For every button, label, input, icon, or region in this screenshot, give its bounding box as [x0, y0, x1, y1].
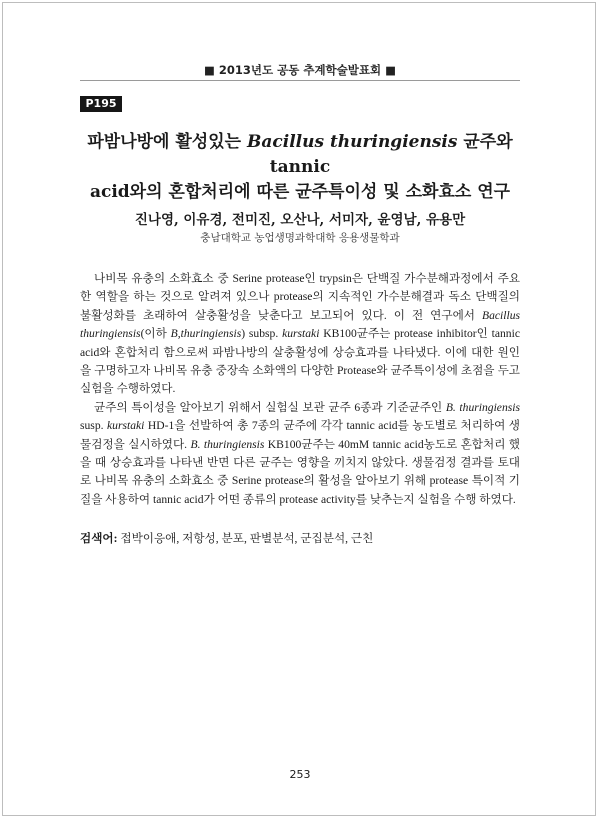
- abstract-paragraph-2: [80, 399, 520, 509]
- species-abbrev: B,thuringiensis: [170, 327, 242, 341]
- abstract-paragraph-1: [80, 270, 520, 399]
- affiliation: 충남대학교 농업생명과학대학 응용생물학과: [200, 232, 400, 244]
- species-name: Bacillus thuringiensis: [80, 308, 520, 341]
- text-run: 균주의 특이성을 알아보기 위해서 실험실 보관 균주 6종과 기준균주인: [94, 400, 446, 414]
- text-run: HD-1을 선발하여 총 7종의 균주에 각각 tannic acid를 농도별로 처리하여 생물검정을 실시하였다.: [80, 419, 521, 451]
- paper-title: [80, 130, 520, 205]
- keywords-text: 접박이응애, 저항성, 분포, 판별분석, 군집분석, 근친: [117, 532, 374, 545]
- keywords: [80, 530, 520, 546]
- text-run: susp.: [80, 419, 107, 433]
- title-line1-post: 균주와 tannic: [269, 132, 513, 177]
- species-name: B. thuringiensis: [190, 437, 265, 451]
- subspecies-name: kurstaki: [282, 327, 320, 341]
- author-list: 진나영, 이유경, 전미진, 오산나, 서미자, 윤영남, 유용만: [134, 212, 466, 228]
- page-number: 253: [289, 768, 311, 781]
- title-line2: acid와의 혼합처리에 따른 균주특이성 및 소화효소 연구: [89, 182, 511, 202]
- text-run: KB100균주는 protease inhibitor인 tannic acid와 혼합처리 함으로써 파밤나방의 살충활성에 상승효과를 나타냈다. 이에 대한 원인을 구명하고자 나비목 유충 중장속 소화액의 다양한 Protease와 균주특이성에 초점을 두고 실험을 수행하였다.: [80, 327, 520, 396]
- title-line1-pre: 파밤나방에 활성있는: [87, 132, 247, 152]
- species-name: B. thuringiensis: [445, 400, 520, 414]
- text-run: (이하: [140, 327, 171, 341]
- text-run: 나비목 유충의 소화효소 중 Serine protease인 trypsin은 단백질 가수분해과정에서 주요한 역할을 하는 것으로 알려져 있으나 protease의 지속적인 가수분해결과 독소 단백질의 불활성화를 초래하여 살충활성을 낮춘다고 보고되어 있다. 이 전 연구에서: [80, 272, 520, 322]
- poster-id-badge: P195: [80, 96, 122, 112]
- keywords-label: 검색어:: [80, 532, 118, 545]
- text-run: ) subsp.: [241, 327, 283, 341]
- abstract: [80, 270, 520, 509]
- subspecies-name: kurstaki: [107, 419, 145, 433]
- text-run: KB100균주는 40mM tannic acid농도로 혼합처리 했을 때 상승효과를 나타낸 반면 다른 균주는 영향을 끼치지 않았다. 생물검정 결과를 토대로 나비목 유충의 소화효소 중 Serine protease의 활성을 알아보기 위해 protease 특이적 기질을 사용하여 tannic acid가 어떤 종류의 protease activity를 낮추는지 실험을 수행 하였다.: [80, 437, 520, 506]
- title-species: Bacillus thuringiensis: [247, 132, 458, 152]
- proceedings-header: ■ 2013년도 공동 추계학술발표회 ■: [204, 63, 396, 77]
- header-rule: [80, 80, 520, 81]
